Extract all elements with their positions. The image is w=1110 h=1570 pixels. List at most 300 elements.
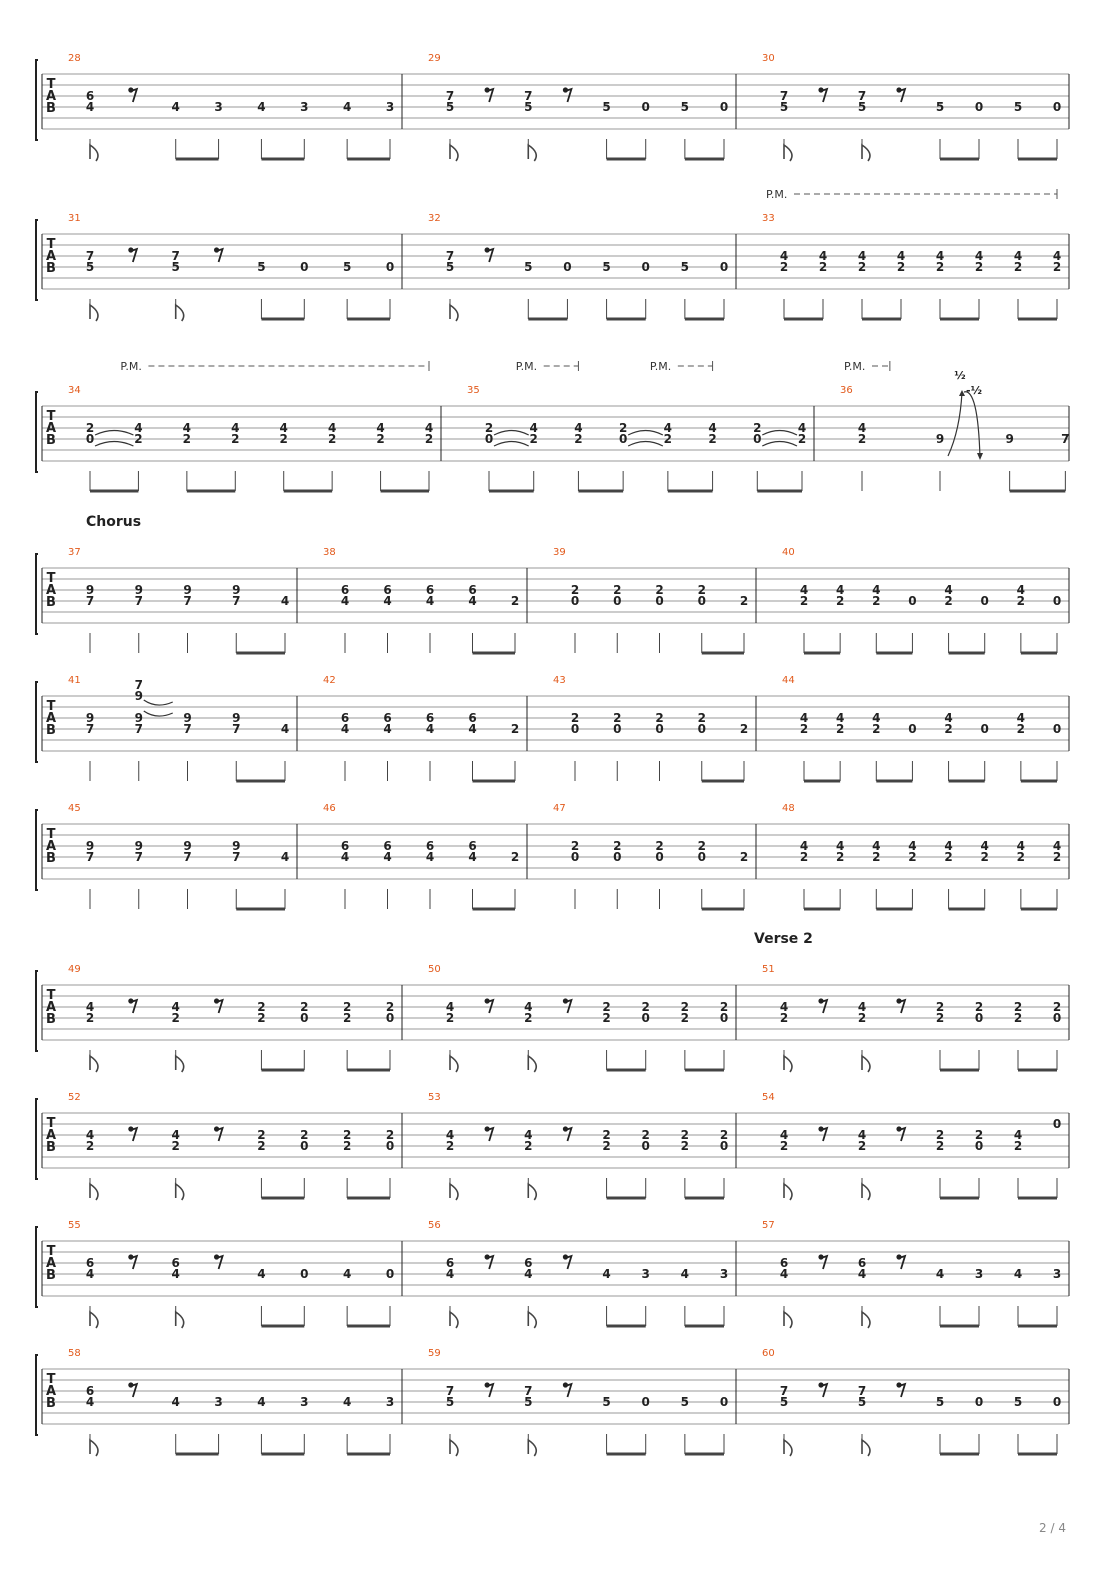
tie-arc	[144, 700, 173, 705]
fret-number: 5	[779, 1395, 789, 1409]
fret-number: 2	[835, 594, 845, 608]
measure	[762, 213, 1069, 319]
measure-number: 42	[323, 675, 336, 686]
fret-number: 7	[85, 722, 95, 736]
measure	[68, 547, 297, 653]
fret-number: 5	[857, 100, 867, 114]
fret-number: 2	[445, 1139, 455, 1153]
fret-number: 2	[935, 1000, 945, 1014]
fret-number: 7	[1061, 432, 1070, 446]
eighth-rest	[128, 1254, 137, 1269]
slur-arc	[762, 442, 797, 447]
fret-number: 7	[85, 850, 95, 864]
palm-mute-label: P.M.	[515, 360, 538, 373]
fret-number: 7	[524, 89, 533, 103]
measure-number: 40	[782, 547, 795, 558]
fret-number: 2	[602, 1000, 611, 1014]
system-bracket	[36, 1227, 38, 1307]
fret-number: 2	[697, 711, 706, 725]
tab-clef-letter: T	[46, 699, 56, 714]
fret-number: 2	[908, 850, 917, 864]
measure	[553, 675, 756, 781]
measure-number: 41	[68, 675, 81, 686]
fret-number: 2	[1016, 850, 1026, 864]
eighth-flag	[528, 145, 536, 161]
fret-number: 4	[85, 1395, 95, 1409]
fret-number: 2	[779, 1011, 789, 1025]
fret-number: 9	[134, 689, 143, 703]
fret-number: 9	[183, 583, 192, 597]
fret-number: 2	[779, 1139, 789, 1153]
fret-number: 2	[680, 1139, 690, 1153]
fret-number: 5	[1013, 1395, 1023, 1409]
fret-number: 4	[1052, 839, 1062, 853]
fret-number: 4	[797, 421, 807, 435]
fret-number: 2	[342, 1139, 352, 1153]
fret-number: 2	[872, 850, 881, 864]
fret-number: 5	[524, 260, 533, 274]
tab-system	[36, 188, 1069, 321]
measure	[323, 675, 527, 781]
slur-arc	[628, 431, 663, 436]
tab-clef-letter: B	[46, 1012, 56, 1027]
measure-number: 31	[68, 213, 81, 224]
fret-number: 2	[935, 1011, 945, 1025]
fret-number: 2	[872, 722, 881, 736]
fret-number: 2	[655, 583, 664, 597]
fret-number: 4	[857, 249, 867, 263]
measure-number: 37	[68, 547, 81, 558]
fret-number: 5	[857, 1395, 867, 1409]
fret-number: 4	[663, 421, 673, 435]
system-bracket	[36, 60, 38, 140]
eighth-flag	[90, 1056, 98, 1072]
fret-number: 4	[182, 421, 192, 435]
eighth-rest	[896, 1382, 905, 1397]
palm-mute-marker	[844, 360, 890, 373]
fret-number: 4	[257, 100, 266, 114]
tab-system	[36, 1348, 1069, 1456]
measure	[68, 675, 297, 781]
measure-number: 47	[553, 803, 566, 814]
fret-number: 4	[835, 583, 845, 597]
measure-number: 59	[428, 1348, 441, 1359]
fret-number: 4	[445, 1000, 455, 1014]
palm-mute-label: P.M.	[844, 360, 866, 373]
fret-number: 4	[280, 850, 290, 864]
fret-number: 5	[602, 1395, 611, 1409]
fret-number: 0	[385, 1011, 395, 1025]
fret-number: 2	[602, 1128, 611, 1142]
fret-number: 9	[134, 583, 143, 597]
eighth-flag	[862, 145, 870, 161]
bend-curve	[948, 392, 962, 456]
release-arrow	[977, 453, 983, 460]
eighth-rest	[896, 998, 905, 1013]
fret-number: 4	[944, 711, 953, 725]
tab-clef-letter: B	[46, 851, 56, 866]
release-curve	[964, 392, 980, 458]
tab-clef-letter: T	[46, 1372, 56, 1387]
fret-number: 2	[739, 722, 749, 736]
eighth-flag	[784, 145, 792, 161]
fret-number: 0	[1052, 594, 1062, 608]
eighth-rest	[818, 1254, 827, 1269]
fret-number: 2	[896, 260, 906, 274]
fret-number: 4	[857, 1267, 867, 1281]
measure-number: 46	[323, 803, 336, 814]
fret-number: 0	[300, 1011, 309, 1025]
fret-number: 0	[974, 1011, 984, 1025]
fret-number: 0	[655, 594, 664, 608]
fret-number: 2	[570, 583, 580, 597]
fret-number: 0	[570, 722, 580, 736]
fret-number: 3	[385, 100, 395, 114]
measure-number: 51	[762, 964, 775, 975]
fret-number: 4	[935, 249, 945, 263]
fret-number: 4	[680, 1267, 690, 1281]
system-bracket	[36, 1099, 38, 1179]
fret-number: 2	[1013, 1000, 1023, 1014]
fret-number: 0	[1052, 1395, 1062, 1409]
fret-number: 4	[524, 1000, 533, 1014]
fret-number: 4	[340, 594, 350, 608]
eighth-flag	[90, 1440, 98, 1456]
fret-number: 4	[280, 722, 290, 736]
fret-number: 7	[232, 722, 241, 736]
fret-number: 2	[613, 711, 622, 725]
fret-number: 3	[974, 1267, 984, 1281]
fret-number: 4	[424, 421, 434, 435]
fret-number: 2	[524, 1011, 533, 1025]
fret-number: 4	[468, 594, 477, 608]
fret-number: 6	[468, 839, 477, 853]
fret-number: 0	[570, 850, 580, 864]
fret-number: 2	[257, 1000, 266, 1014]
measure-number: 52	[68, 1092, 81, 1103]
fret-number: 0	[719, 100, 729, 114]
eighth-rest	[128, 1126, 137, 1141]
fret-number: 4	[171, 1000, 180, 1014]
fret-number: 2	[85, 421, 95, 435]
slur-arc	[95, 431, 133, 436]
fret-number: 2	[385, 1128, 395, 1142]
eighth-flag	[784, 1440, 792, 1456]
measure	[323, 547, 527, 653]
measure-number: 60	[762, 1348, 775, 1359]
fret-number: 4	[529, 421, 538, 435]
measure-number: 39	[553, 547, 566, 558]
slur-arc	[95, 442, 133, 447]
measure	[553, 547, 756, 653]
fret-number: 4	[85, 100, 95, 114]
fret-number: 5	[602, 100, 611, 114]
fret-number: 5	[524, 1395, 533, 1409]
fret-number: 7	[232, 594, 241, 608]
eighth-rest	[563, 1126, 572, 1141]
fret-number: 2	[85, 1139, 95, 1153]
fret-number: 0	[641, 100, 650, 114]
fret-number: 6	[340, 711, 350, 725]
slur-arc	[494, 442, 529, 447]
fret-number: 3	[300, 1395, 309, 1409]
fret-number: 2	[641, 1128, 650, 1142]
fret-number: 4	[171, 1267, 180, 1281]
fret-number: 4	[342, 100, 352, 114]
fret-number: 2	[484, 421, 494, 435]
fret-number: 4	[134, 421, 143, 435]
fret-number: 2	[257, 1128, 266, 1142]
palm-mute-label: P.M.	[649, 360, 672, 373]
measure	[782, 547, 1069, 653]
fret-number: 4	[327, 421, 337, 435]
measure-number: 57	[762, 1220, 775, 1231]
tab-system	[36, 514, 1069, 653]
fret-number: 0	[385, 260, 395, 274]
fret-number: 4	[872, 839, 881, 853]
fret-number: 2	[376, 432, 385, 446]
fret-number: 7	[85, 594, 95, 608]
fret-number: 7	[779, 1384, 789, 1398]
fret-number: 4	[85, 1267, 95, 1281]
eighth-rest	[128, 247, 137, 262]
fret-number: 2	[574, 432, 583, 446]
fret-number: 2	[1013, 1139, 1023, 1153]
fret-number: 0	[300, 260, 309, 274]
eighth-flag	[176, 1056, 184, 1072]
fret-number: 5	[445, 1395, 455, 1409]
measure	[68, 385, 441, 491]
fret-number: 7	[445, 1384, 455, 1398]
fret-number: 2	[680, 1000, 690, 1014]
fret-number: 4	[171, 1128, 180, 1142]
fret-number: 5	[171, 260, 180, 274]
fret-number: 3	[1052, 1267, 1062, 1281]
fret-number: 4	[468, 850, 477, 864]
measure-number: 45	[68, 803, 81, 814]
eighth-rest	[485, 1382, 494, 1397]
fret-number: 4	[171, 100, 180, 114]
fret-number: 7	[134, 678, 143, 692]
fret-number: 5	[342, 260, 352, 274]
fret-number: 4	[383, 722, 392, 736]
eighth-rest	[818, 998, 827, 1013]
fret-number: 2	[799, 722, 809, 736]
fret-number: 4	[1013, 1128, 1023, 1142]
fret-number: 2	[1052, 850, 1062, 864]
tab-clef-letter: A	[45, 583, 57, 598]
system-bracket	[36, 810, 38, 890]
tab-clef-letter: A	[45, 711, 57, 726]
fret-number: 2	[134, 432, 143, 446]
fret-number: 6	[383, 711, 392, 725]
fret-number: 2	[857, 1011, 867, 1025]
fret-number: 2	[257, 1139, 266, 1153]
fret-number: 7	[134, 594, 143, 608]
fret-number: 2	[835, 722, 845, 736]
fret-number: 4	[342, 1395, 352, 1409]
fret-number: 3	[214, 100, 223, 114]
fret-number: 4	[524, 1267, 533, 1281]
fret-number: 4	[425, 850, 435, 864]
eighth-rest	[563, 998, 572, 1013]
measure-number: 49	[68, 964, 81, 975]
fret-number: 9	[134, 711, 143, 725]
eighth-rest	[214, 247, 223, 262]
eighth-rest	[128, 998, 137, 1013]
slur-arc	[628, 442, 663, 447]
fret-number: 4	[85, 1128, 95, 1142]
palm-mute-label: P.M.	[766, 188, 788, 201]
fret-number: 2	[974, 1128, 984, 1142]
eighth-rest	[485, 1126, 494, 1141]
fret-number: 4	[857, 1000, 867, 1014]
release-amount-label: -½	[966, 384, 982, 397]
fret-number: 5	[602, 260, 611, 274]
fret-number: 6	[85, 1256, 95, 1270]
fret-number: 2	[524, 1139, 533, 1153]
fret-number: 2	[935, 260, 945, 274]
eighth-flag	[450, 1056, 458, 1072]
fret-number: 2	[708, 432, 717, 446]
fret-number: 4	[231, 421, 240, 435]
fret-number: 0	[697, 722, 706, 736]
measure-number: 50	[428, 964, 441, 975]
fret-number: 4	[445, 1128, 455, 1142]
fret-number: 7	[857, 89, 867, 103]
fret-number: 2	[857, 260, 867, 274]
fret-number: 0	[655, 850, 664, 864]
fret-number: 5	[445, 260, 455, 274]
fret-number: 9	[85, 839, 95, 853]
palm-mute-label: P.M.	[120, 360, 142, 373]
fret-number: 9	[85, 711, 95, 725]
eighth-flag	[450, 1312, 458, 1328]
fret-number: 2	[872, 594, 881, 608]
eighth-flag	[862, 1312, 870, 1328]
measure-number: 56	[428, 1220, 441, 1231]
tab-clef-letter: A	[45, 1000, 57, 1015]
tab-clef-letter: A	[45, 1128, 57, 1143]
measure-number: 55	[68, 1220, 81, 1231]
measure-number: 43	[553, 675, 566, 686]
fret-number: 0	[974, 1395, 984, 1409]
fret-number: 2	[974, 260, 984, 274]
eighth-rest	[128, 1382, 137, 1397]
slur-arc	[762, 431, 797, 436]
fret-number: 0	[300, 1267, 309, 1281]
fret-number: 7	[183, 594, 192, 608]
fret-number: 0	[697, 594, 706, 608]
fret-number: 0	[908, 594, 917, 608]
system-bracket	[36, 220, 38, 300]
tie-arc	[144, 711, 173, 716]
fret-number: 4	[974, 249, 984, 263]
measure	[323, 803, 527, 909]
tab-clef-letter: T	[46, 1116, 56, 1131]
fret-number: 7	[183, 722, 192, 736]
fret-number: 2	[618, 421, 628, 435]
fret-number: 2	[779, 260, 789, 274]
fret-number: 4	[872, 583, 881, 597]
fret-number: 4	[779, 249, 789, 263]
fret-number: 0	[753, 432, 762, 446]
fret-number: 4	[799, 711, 809, 725]
eighth-flag	[784, 1056, 792, 1072]
fret-number: 2	[182, 432, 192, 446]
eighth-rest	[485, 1254, 494, 1269]
slur-arc	[494, 431, 529, 436]
eighth-flag	[784, 1184, 792, 1200]
fret-number: 0	[300, 1139, 309, 1153]
tab-clef-letter: A	[45, 839, 57, 854]
fret-number: 2	[944, 850, 953, 864]
eighth-rest	[896, 87, 905, 102]
fret-number: 0	[641, 1395, 650, 1409]
fret-number: 2	[935, 1139, 945, 1153]
eighth-rest	[563, 1254, 572, 1269]
eighth-flag	[176, 1184, 184, 1200]
fret-number: 2	[655, 839, 664, 853]
fret-number: 0	[655, 722, 664, 736]
fret-number: 9	[232, 839, 241, 853]
fret-number: 0	[908, 722, 917, 736]
fret-number: 4	[425, 722, 435, 736]
fret-number: 2	[300, 1128, 309, 1142]
tab-clef-letter: T	[46, 409, 56, 424]
tab-clef-letter: A	[45, 89, 57, 104]
fret-number: 4	[574, 421, 583, 435]
fret-number: 5	[445, 100, 455, 114]
fret-number: 4	[857, 1128, 867, 1142]
fret-number: 0	[85, 432, 95, 446]
tab-system	[36, 803, 1069, 909]
fret-number: 0	[1052, 100, 1062, 114]
fret-number: 4	[935, 1267, 945, 1281]
fret-number: 2	[663, 432, 673, 446]
fret-number: 0	[613, 594, 622, 608]
fret-number: 2	[171, 1139, 180, 1153]
tab-clef-letter: B	[46, 595, 56, 610]
measure-number: 36	[840, 385, 853, 396]
fret-number: 4	[279, 421, 288, 435]
fret-number: 4	[425, 594, 435, 608]
tab-clef-letter: B	[46, 101, 56, 116]
fret-number: 7	[134, 722, 143, 736]
fret-number: 2	[697, 839, 706, 853]
fret-number: 2	[342, 1128, 352, 1142]
fret-number: 6	[445, 1256, 455, 1270]
fret-number: 9	[183, 711, 192, 725]
fret-number: 4	[257, 1267, 266, 1281]
eighth-rest	[896, 1126, 905, 1141]
eighth-rest	[214, 1254, 223, 1269]
page-number: 2 / 4	[1039, 1521, 1066, 1535]
tab-clef-letter: B	[46, 723, 56, 738]
fret-number: 0	[385, 1267, 395, 1281]
fret-number: 0	[613, 850, 622, 864]
fret-number: 4	[1016, 711, 1026, 725]
fret-number: 2	[857, 1139, 867, 1153]
fret-number: 2	[171, 1011, 180, 1025]
fret-number: 2	[510, 850, 520, 864]
fret-number: 5	[257, 260, 266, 274]
fret-number: 4	[896, 249, 906, 263]
fret-number: 4	[1016, 839, 1026, 853]
eighth-flag	[528, 1184, 536, 1200]
fret-number: 2	[719, 1128, 729, 1142]
fret-number: 5	[935, 100, 945, 114]
